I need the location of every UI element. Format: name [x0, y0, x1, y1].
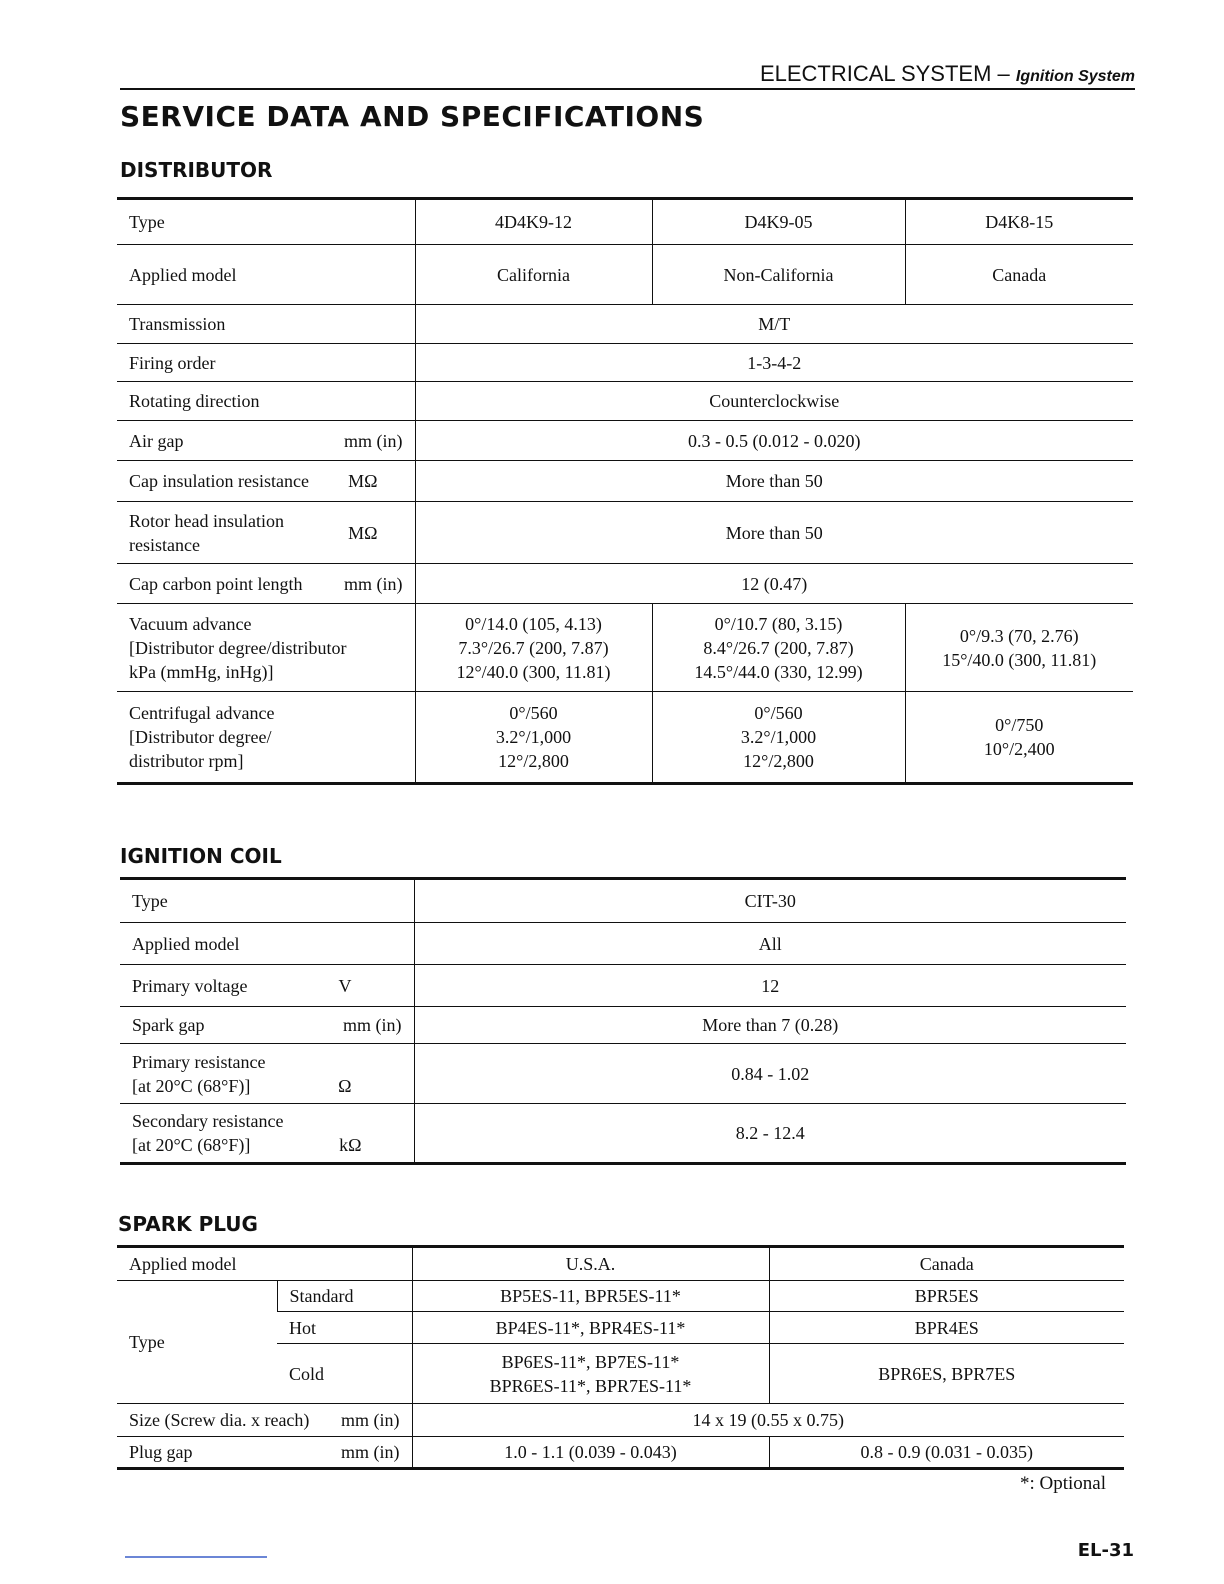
plug-table: [117, 1245, 1124, 1470]
cell: D4K8-15: [905, 199, 1133, 245]
table-row: [120, 1104, 1126, 1164]
cell: 0°/560 3.2°/1,000 12°/2,800: [652, 692, 905, 784]
unit: mm (in): [343, 1015, 402, 1035]
table-row: [117, 604, 1133, 692]
sub-label: Hot: [277, 1312, 412, 1344]
row-label: Applied model: [120, 923, 414, 965]
label-text: Spark gap: [132, 1015, 205, 1035]
table-row: [117, 382, 1133, 421]
row-label: [120, 1104, 414, 1164]
column-header-usa: U.S.A.: [412, 1247, 769, 1281]
unit: MΩ: [348, 522, 378, 543]
sub-label: Standard: [277, 1281, 412, 1312]
row-label: Rotating direction: [117, 382, 415, 421]
row-label: [120, 1044, 414, 1104]
table-row: [117, 692, 1133, 784]
row-label: [117, 461, 415, 502]
label-text: Primary resistance [at 20°C (68°F)]: [132, 1051, 266, 1096]
row-label: Type: [120, 879, 414, 923]
cell: More than 7 (0.28): [414, 1007, 1126, 1044]
column-header-canada: Canada: [769, 1247, 1124, 1281]
label-text: Primary voltage: [132, 975, 248, 996]
row-label: [120, 1007, 414, 1044]
unit: mm (in): [341, 1410, 400, 1430]
coil-table: [120, 877, 1126, 1165]
cell: 14 x 19 (0.55 x 0.75): [412, 1404, 1124, 1437]
cell: 0°/10.7 (80, 3.15) 8.4°/26.7 (200, 7.87) 14.5°/44.0 (330, 12.99): [652, 604, 905, 692]
cell: 0°/9.3 (70, 2.76) 15°/40.0 (300, 11.81): [905, 604, 1133, 692]
page-header: [120, 60, 1135, 90]
row-label: Applied model: [117, 245, 415, 305]
label-text: Air gap: [129, 430, 184, 451]
cell: D4K9-05: [652, 199, 905, 245]
row-label: [117, 1404, 412, 1437]
cell: BP6ES-11*, BP7ES-11* BPR6ES-11*, BPR7ES-11*: [412, 1344, 769, 1404]
header-main: ELECTRICAL SYSTEM –: [759, 61, 1016, 86]
page-number: EL-31: [1077, 1540, 1134, 1561]
unit: V: [338, 975, 352, 996]
cell: 8.2 - 12.4: [414, 1104, 1126, 1164]
page-title: SERVICE DATA AND SPECIFICATIONS: [120, 100, 705, 133]
label-text: Cap carbon point length: [129, 573, 303, 594]
unit: kΩ: [339, 1135, 362, 1155]
unit: MΩ: [348, 471, 378, 491]
plug-heading: SPARK PLUG: [118, 1212, 258, 1236]
table-row: [120, 923, 1126, 965]
table-row: [117, 199, 1133, 245]
cell: 1-3-4-2: [415, 344, 1133, 382]
row-label: Type: [117, 1281, 277, 1404]
table-row: [117, 421, 1133, 461]
sub-label: Cold: [277, 1344, 412, 1404]
distributor-table: [117, 197, 1133, 785]
cell: CIT-30: [414, 879, 1126, 923]
row-label: [120, 965, 414, 1007]
row-label: [117, 502, 415, 564]
table-row: [117, 564, 1133, 604]
label-text: Secondary resistance [at 20°C (68°F)]: [132, 1111, 284, 1155]
label-text: Rotor head insulation resistance: [129, 510, 284, 555]
coil-heading: IGNITION COIL: [120, 844, 282, 868]
table-row: [117, 305, 1133, 344]
table-row: [117, 1281, 1124, 1312]
table-row: [117, 1247, 1124, 1281]
cell: 0°/750 10°/2,400: [905, 692, 1133, 784]
table-row: [117, 344, 1133, 382]
cell: 0°/14.0 (105, 4.13) 7.3°/26.7 (200, 7.87) 12°/40.0 (300, 11.81): [415, 604, 652, 692]
unit: mm (in): [341, 1442, 400, 1462]
table-row: [120, 965, 1126, 1007]
cell: 0.84 - 1.02: [414, 1044, 1126, 1104]
cell: More than 50: [415, 461, 1133, 502]
cell: BPR4ES: [769, 1312, 1124, 1344]
table-row: [117, 502, 1133, 564]
cell: 12 (0.47): [415, 564, 1133, 604]
cell: 4D4K9-12: [415, 199, 652, 245]
unit: mm (in): [344, 573, 403, 594]
row-label: [117, 564, 415, 604]
cell: 12: [414, 965, 1126, 1007]
table-row: [117, 1437, 1124, 1469]
cell: More than 50: [415, 502, 1133, 564]
distributor-heading: DISTRIBUTOR: [120, 158, 273, 182]
header-sub: Ignition System: [1015, 68, 1135, 85]
table-row: [117, 461, 1133, 502]
table-row: [120, 1007, 1126, 1044]
label-text: Cap insulation resistance: [129, 471, 309, 491]
row-label: Applied model: [117, 1247, 412, 1281]
cell: Canada: [905, 245, 1133, 305]
table-row: [120, 1044, 1126, 1104]
row-label: [117, 421, 415, 461]
cell: BPR5ES: [769, 1281, 1124, 1312]
row-label: Vacuum advance [Distributor degree/distributor kPa (mmHg, inHg)]: [117, 604, 415, 692]
cell: BP4ES-11*, BPR4ES-11*: [412, 1312, 769, 1344]
unit: mm (in): [344, 430, 403, 451]
row-label: Type: [117, 199, 415, 245]
label-text: Size (Screw dia. x reach): [129, 1410, 310, 1430]
row-label: Transmission: [117, 305, 415, 344]
cell: Counterclockwise: [415, 382, 1133, 421]
cell: BPR6ES, BPR7ES: [769, 1344, 1124, 1404]
cell: 0.3 - 0.5 (0.012 - 0.020): [415, 421, 1133, 461]
footnote: *: Optional: [1019, 1473, 1106, 1494]
cell: BP5ES-11, BPR5ES-11*: [412, 1281, 769, 1312]
divider: [125, 1556, 267, 1558]
table-row: [117, 1404, 1124, 1437]
cell: California: [415, 245, 652, 305]
row-label: [117, 1437, 412, 1469]
cell: 0°/560 3.2°/1,000 12°/2,800: [415, 692, 652, 784]
label-text: Plug gap: [129, 1442, 193, 1462]
table-row: [117, 245, 1133, 305]
cell: All: [414, 923, 1126, 965]
cell: Non-California: [652, 245, 905, 305]
cell: M/T: [415, 305, 1133, 344]
unit: Ω: [338, 1075, 352, 1096]
cell: 0.8 - 0.9 (0.031 - 0.035): [769, 1437, 1124, 1469]
cell: 1.0 - 1.1 (0.039 - 0.043): [412, 1437, 769, 1469]
table-row: [120, 879, 1126, 923]
row-label: Firing order: [117, 344, 415, 382]
row-label: Centrifugal advance [Distributor degree/ distributor rpm]: [117, 692, 415, 784]
